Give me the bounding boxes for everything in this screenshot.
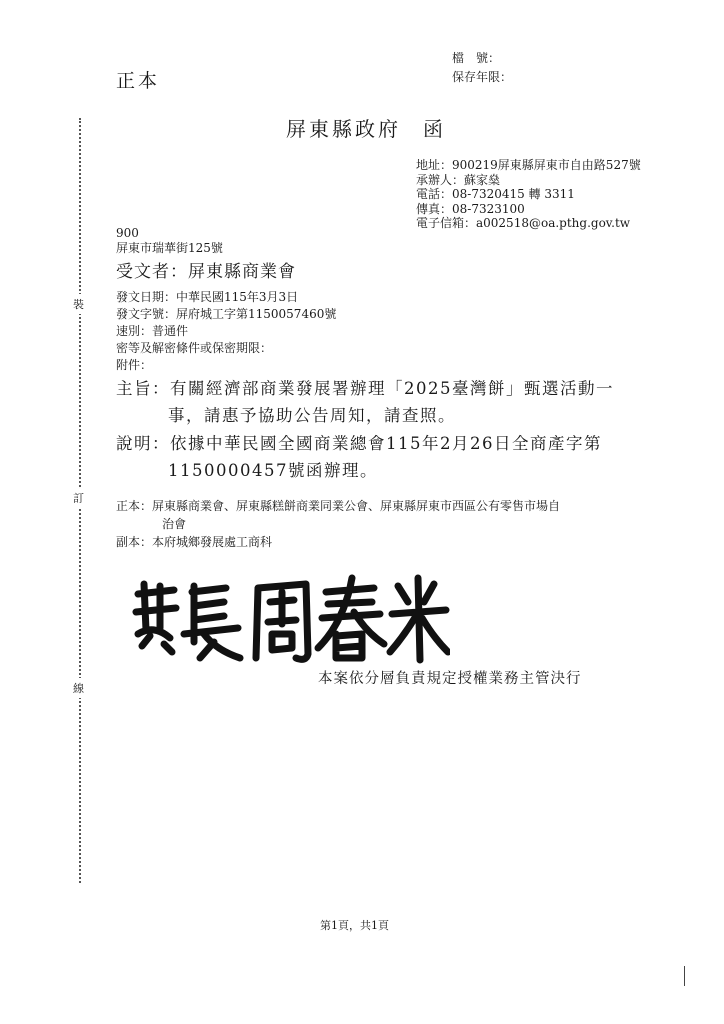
page-edge-mark xyxy=(684,966,685,986)
confidentiality-level: 密等及解密條件或保密期限： xyxy=(116,341,273,355)
recipient-address-block xyxy=(116,226,223,256)
explanation-line-1: 說明：依據中華民國全國商業總會115年2月26日全商產字第 xyxy=(116,434,602,453)
contact-address: 地址：900219屏東縣屏東市自由路527號 xyxy=(416,158,641,172)
binding-mark-xian: 線 xyxy=(73,678,84,698)
urgency-level: 速別：普通件 xyxy=(116,324,189,338)
contact-block xyxy=(416,158,641,231)
binding-mark-zhuang: 裝 xyxy=(73,294,84,314)
distribution-list xyxy=(116,497,560,551)
contact-handler: 承辦人：蘇家燊 xyxy=(416,172,501,187)
document-title xyxy=(286,113,446,142)
file-number-label: 檔 號： xyxy=(452,51,501,65)
subject-line-2: 事，請惠予協助公告周知，請查照。 xyxy=(168,406,456,425)
contact-phone: 電話：08-7320415 轉 3311 xyxy=(416,187,575,202)
contact-fax: 傳真：08-7323100 xyxy=(416,201,525,216)
copy-type-label: 正本 xyxy=(116,70,161,92)
issue-date: 發文日期：中華民國115年3月3日 xyxy=(116,290,299,304)
subject-paragraph xyxy=(116,375,614,429)
subject-line-1: 主旨：有關經濟部商業發展署辦理「2025臺灣餅」甄選活動一 xyxy=(116,379,614,398)
explanation-line-2: 1150000457號函辦理。 xyxy=(168,461,378,480)
document-type: 函 xyxy=(423,117,446,141)
agency-name: 屏東縣政府 xyxy=(286,117,401,141)
delegation-note: 本案依分層負責規定授權業務主管決行 xyxy=(318,671,582,687)
binding-mark-ding: 訂 xyxy=(73,488,84,508)
copy-recipients: 副本：本府城鄉發展處工商科 xyxy=(116,535,273,549)
recipient-postal-code: 900 xyxy=(116,226,139,240)
handwritten-signature xyxy=(130,572,450,664)
main-recipients-line-2: 治會 xyxy=(162,517,187,531)
document-number: 發文字號：屏府城工字第1150057460號 xyxy=(116,307,337,321)
issue-metadata xyxy=(116,289,336,374)
contact-email: 電子信箱：a002518@oa.pthg.gov.tw xyxy=(416,216,631,231)
attachments: 附件： xyxy=(116,358,153,372)
recipient-addressee: 受文者：屏東縣商業會 xyxy=(116,262,296,282)
explanation-paragraph xyxy=(116,430,602,484)
main-recipients-line-1: 正本：屏東縣商業會、屏東縣糕餅商業同業公會、屏東縣屏東市西區公有零售市場自 xyxy=(116,499,561,513)
retention-period-label: 保存年限： xyxy=(452,70,513,84)
recipient-address: 屏東市瑞華街125號 xyxy=(116,241,223,255)
page-number: 第1頁，共1頁 xyxy=(320,919,389,932)
